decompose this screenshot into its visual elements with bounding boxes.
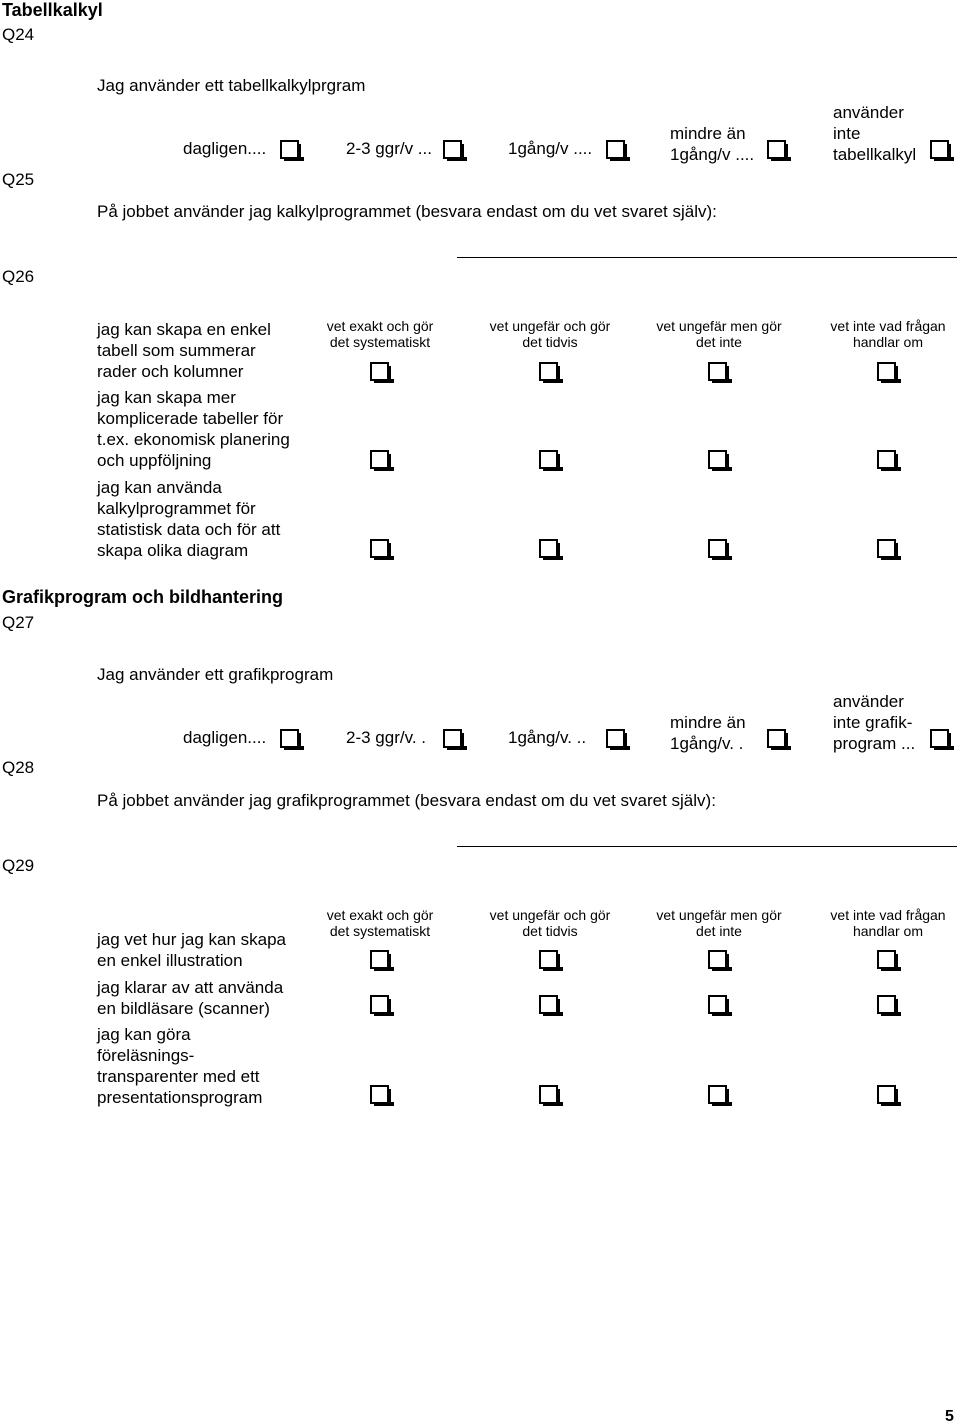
q26-row1-col4-checkbox[interactable] <box>877 362 896 381</box>
q25-option-checkbox[interactable] <box>930 140 949 159</box>
q28-label: Q28 <box>2 758 35 777</box>
q29-label: Q29 <box>2 856 35 875</box>
q26-column-header: vet inte vad frågan handlar om <box>830 318 946 350</box>
q29-statement: jag klarar av att använda en bildläsare (scanner) <box>97 978 284 1018</box>
q29-column-header: vet ungefär och gör det tidvis <box>489 907 611 939</box>
q29-row3-col2-checkbox[interactable] <box>539 1085 558 1104</box>
answer-line <box>457 846 957 847</box>
q28-question: På jobbet använder jag grafikprogrammet (besvara endast om du vet svaret själv): <box>97 791 716 810</box>
q29-row2-col2-checkbox[interactable] <box>539 995 558 1014</box>
q29-row2-col1-checkbox[interactable] <box>370 995 389 1014</box>
q26-label: Q26 <box>2 267 35 286</box>
q27-question: Jag använder ett grafikprogram <box>97 665 334 684</box>
q29-row2-col4-checkbox[interactable] <box>877 995 896 1014</box>
q25-option-label: mindre än 1gång/v .... <box>670 124 755 164</box>
q26-statement: jag kan skapa mer komplicerade tabeller för t.ex. ekonomisk planering och uppföljning <box>97 388 290 470</box>
q28-option-checkbox[interactable] <box>767 729 786 748</box>
q26-row3-col4-checkbox[interactable] <box>877 539 896 558</box>
q29-row3-col1-checkbox[interactable] <box>370 1085 389 1104</box>
q28-option-label: 2-3 ggr/v. . <box>346 728 426 747</box>
page-number: 5 <box>945 1408 954 1425</box>
q25-option-label: 2-3 ggr/v ... <box>346 139 432 158</box>
q28-option-label: mindre än 1gång/v. . <box>670 713 746 753</box>
q29-column-header: vet ungefär men gör det inte <box>656 907 782 939</box>
q29-row1-col3-checkbox[interactable] <box>708 950 727 969</box>
q26-row1-col3-checkbox[interactable] <box>708 362 727 381</box>
q25-option-label: använder inte tabellkalkyl <box>833 103 917 164</box>
q29-row3-col4-checkbox[interactable] <box>877 1085 896 1104</box>
q29-row1-col1-checkbox[interactable] <box>370 950 389 969</box>
q28-option-label: 1gång/v. .. <box>508 728 587 747</box>
answer-line <box>457 257 957 258</box>
q24-question: Jag använder ett tabellkalkylprgram <box>97 76 366 95</box>
q25-option-label: 1gång/v .... <box>508 139 593 158</box>
q29-row3-col3-checkbox[interactable] <box>708 1085 727 1104</box>
section-title-tabellkalkyl: Tabellkalkyl <box>2 0 103 20</box>
q29-column-header: vet exakt och gör det systematiskt <box>326 907 434 939</box>
q27-label: Q27 <box>2 613 35 632</box>
q29-row1-col4-checkbox[interactable] <box>877 950 896 969</box>
q29-statement: jag kan göra föreläsnings- transparenter med ett presentationsprogram <box>97 1025 263 1107</box>
section-title-grafikprogram: Grafikprogram och bildhantering <box>2 587 284 607</box>
q29-column-header: vet inte vad frågan handlar om <box>830 907 946 939</box>
q26-row2-col2-checkbox[interactable] <box>539 450 558 469</box>
q28-option-checkbox[interactable] <box>606 729 625 748</box>
q26-column-header: vet ungefär men gör det inte <box>656 318 782 350</box>
q25-label: Q25 <box>2 170 35 189</box>
q24-label: Q24 <box>2 25 35 44</box>
q25-question: På jobbet använder jag kalkylprogrammet (besvara endast om du vet svaret själv): <box>97 202 717 221</box>
q26-row1-col2-checkbox[interactable] <box>539 362 558 381</box>
q28-option-checkbox[interactable] <box>930 729 949 748</box>
q26-row3-col3-checkbox[interactable] <box>708 539 727 558</box>
q25-option-checkbox[interactable] <box>443 140 462 159</box>
q29-row2-col3-checkbox[interactable] <box>708 995 727 1014</box>
q28-option-label: dagligen.... <box>183 728 267 747</box>
q26-column-header: vet exakt och gör det systematiskt <box>326 318 434 350</box>
q25-option-label: dagligen.... <box>183 139 267 158</box>
q25-option-checkbox[interactable] <box>767 140 786 159</box>
q26-statement: jag kan använda kalkylprogrammet för statistisk data och för att skapa olika diagram <box>97 478 281 560</box>
q26-row2-col1-checkbox[interactable] <box>370 450 389 469</box>
q26-statement: jag kan skapa en enkel tabell som summerar rader och kolumner <box>97 320 271 381</box>
q26-row1-col1-checkbox[interactable] <box>370 362 389 381</box>
q26-row2-col3-checkbox[interactable] <box>708 450 727 469</box>
q29-row1-col2-checkbox[interactable] <box>539 950 558 969</box>
q25-option-checkbox[interactable] <box>606 140 625 159</box>
q26-row3-col2-checkbox[interactable] <box>539 539 558 558</box>
q26-row2-col4-checkbox[interactable] <box>877 450 896 469</box>
q28-option-label: använder inte grafik- program ... <box>833 692 916 753</box>
q28-option-checkbox[interactable] <box>280 729 299 748</box>
q25-option-checkbox[interactable] <box>280 140 299 159</box>
q26-row3-col1-checkbox[interactable] <box>370 539 389 558</box>
q28-option-checkbox[interactable] <box>443 729 462 748</box>
q26-column-header: vet ungefär och gör det tidvis <box>489 318 611 350</box>
q29-statement: jag vet hur jag kan skapa en enkel illustration <box>97 930 287 970</box>
